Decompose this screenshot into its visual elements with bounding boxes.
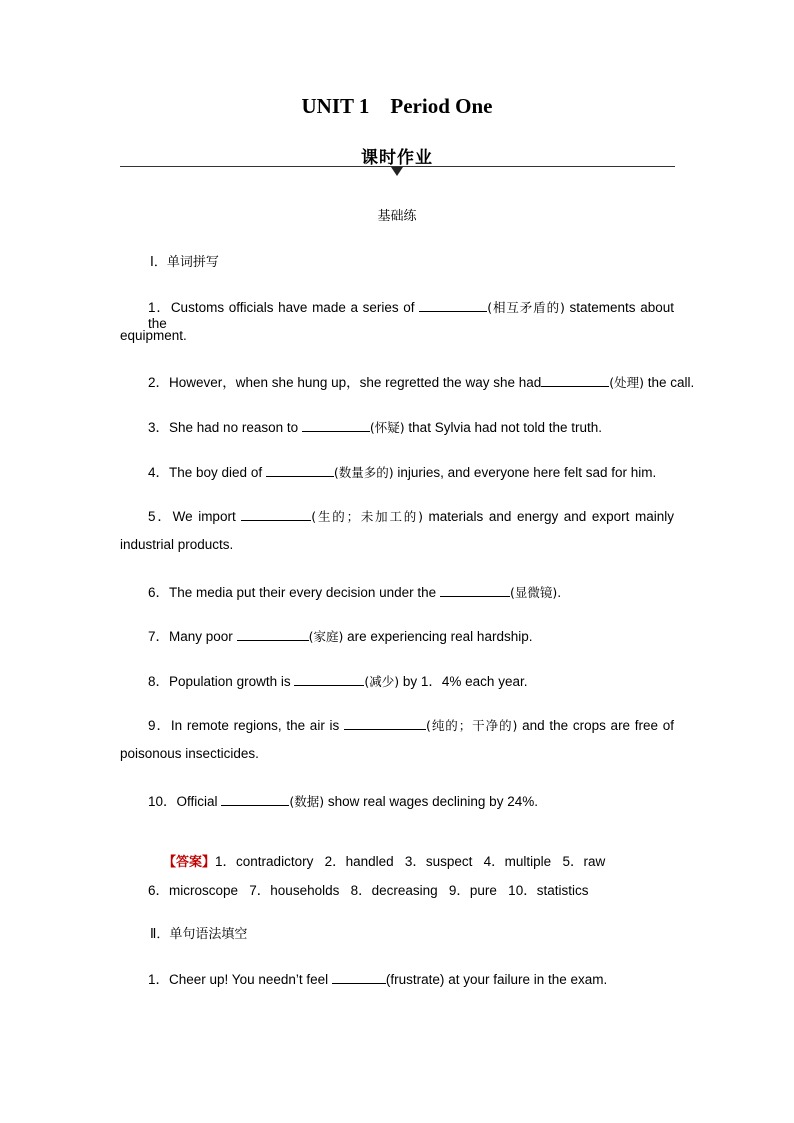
answer-blank[interactable] bbox=[241, 508, 311, 521]
question-10: 10．Official (数据) show real wages declining by 24%. bbox=[148, 794, 538, 809]
answer-tag: 【答案】 bbox=[163, 855, 216, 870]
question-1 bbox=[148, 296, 674, 331]
rule-triangle-icon bbox=[391, 167, 403, 176]
question-number: 1． bbox=[148, 300, 171, 315]
grammar-question-1: 1．Cheer up! You needn’t feel (frustrate) at your failure in the exam. bbox=[148, 972, 608, 987]
question-3: 3．She had no reason to (怀疑) that Sylvia had not told the truth. bbox=[148, 420, 603, 435]
section-2-heading: Ⅱ．单句语法填空 bbox=[150, 927, 248, 942]
answer-blank[interactable] bbox=[541, 374, 609, 387]
page-subtitle: 课时作业 bbox=[361, 148, 433, 168]
answer-blank[interactable] bbox=[440, 584, 510, 597]
question-8: 8．Population growth is (减少) by 1．4% each year. bbox=[148, 674, 528, 689]
question-text: Customs officials have made a series of bbox=[170, 300, 415, 315]
hint-text: (相互矛盾的) bbox=[487, 300, 565, 315]
question-1-continued: equipment. bbox=[120, 328, 187, 343]
answer-blank[interactable] bbox=[332, 971, 386, 984]
question-9-continued: poisonous insecticides. bbox=[120, 746, 259, 761]
question-7: 7．Many poor (家庭) are experiencing real hardship. bbox=[148, 629, 533, 644]
answer-blank[interactable] bbox=[344, 717, 426, 730]
answer-blank[interactable] bbox=[266, 464, 334, 477]
answer-key-line-1 bbox=[148, 835, 605, 885]
answers-1-5: 1．contradictory 2．handled 3．suspect 4．multiple 5．raw bbox=[215, 854, 606, 869]
section-1-heading: Ⅰ．单词拼写 bbox=[150, 255, 219, 270]
answer-blank[interactable] bbox=[294, 673, 364, 686]
question-6: 6．The media put their every decision under the (显微镜). bbox=[148, 585, 562, 600]
answer-blank[interactable] bbox=[302, 419, 370, 432]
question-5-continued: industrial products. bbox=[120, 537, 234, 552]
answer-key-line-2: 6．microscope 7．households 8．decreasing 9．pure 10．statistics bbox=[148, 883, 589, 898]
page-title: UNIT 1 Period One bbox=[301, 94, 493, 118]
question-text-tail: statements about the bbox=[148, 300, 674, 331]
question-2: 2．However，when she hung up，she regretted the way she had (处理) the call. bbox=[148, 375, 695, 390]
answer-blank[interactable] bbox=[419, 299, 487, 312]
question-5: 5．We import (生的；未加工的) materials and energy and export mainly bbox=[148, 509, 674, 524]
question-4: 4．The boy died of (数量多的) injuries, and everyone here felt sad for him. bbox=[148, 465, 657, 480]
answer-blank[interactable] bbox=[221, 793, 289, 806]
question-9: 9．In remote regions, the air is (纯的；干净的) and the crops are free of bbox=[148, 718, 674, 733]
section-heading: 基础练 bbox=[377, 209, 417, 224]
answer-blank[interactable] bbox=[237, 628, 309, 641]
